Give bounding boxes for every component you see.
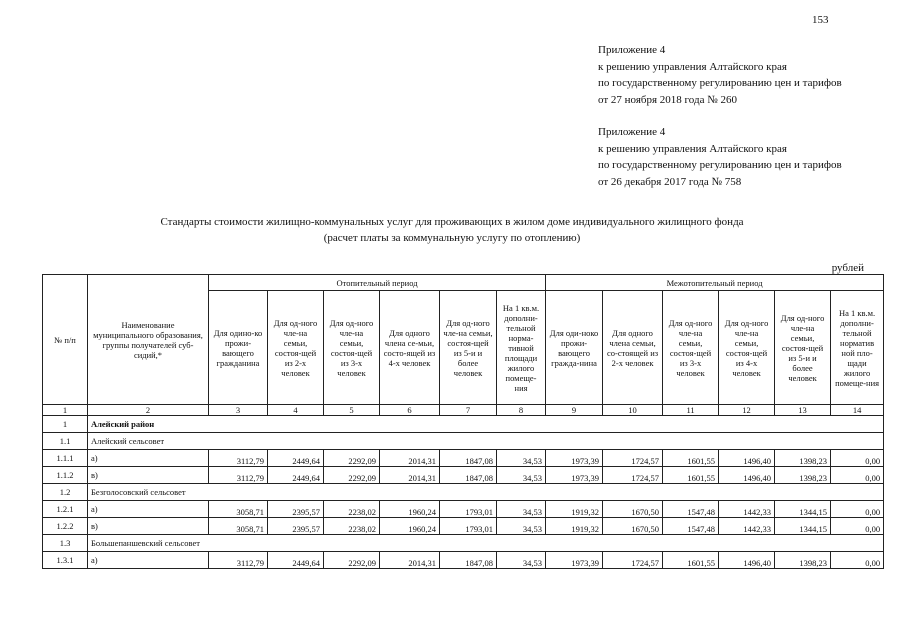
table-row bbox=[43, 518, 884, 535]
header-heating-column: На 1 кв.м. дополни-тельной норма-тивной площади жилого помеще-ния bbox=[497, 291, 546, 405]
column-number: 6 bbox=[380, 405, 440, 416]
column-number: 9 bbox=[546, 405, 603, 416]
header-interheating-column: Для оди-ноко прожи-вающего гражда-нина bbox=[546, 291, 603, 405]
subsidy-group: а) bbox=[88, 552, 209, 569]
table-cell-value: 2014,31 bbox=[380, 552, 440, 569]
appendix-line: по государственному регулированию цен и тарифов bbox=[598, 159, 842, 171]
table-row bbox=[43, 467, 884, 484]
row-code: 1.1.2 bbox=[43, 467, 88, 484]
table-cell-value: 1601,55 bbox=[663, 450, 719, 467]
appendix-line: к решению управления Алтайского края bbox=[598, 142, 787, 155]
table-row bbox=[43, 450, 884, 467]
table-cell-value: 1344,15 bbox=[775, 518, 831, 535]
header-heating-period: Отопительный период bbox=[209, 275, 546, 291]
table-cell-value: 0,00 bbox=[831, 552, 884, 569]
row-code: 1.3.1 bbox=[43, 552, 88, 569]
header-interheating-column: Для од-ного чле-на семьи, состоя-щей из 4-х человек bbox=[719, 291, 775, 405]
table-cell-value: 1724,57 bbox=[603, 552, 663, 569]
row-code: 1.3 bbox=[43, 535, 88, 552]
column-number: 1 bbox=[43, 405, 88, 416]
row-code: 1.1 bbox=[43, 433, 88, 450]
page-number: 153 bbox=[812, 14, 829, 26]
table-cell-value: 3112,79 bbox=[209, 450, 268, 467]
header-heating-column: Для од-ного чле-на семьи, состоя-щей из 3-х человек bbox=[324, 291, 380, 405]
appendix-date: от 26 декабря 2017 года № 758 bbox=[598, 175, 742, 188]
table-cell-value: 1547,48 bbox=[663, 518, 719, 535]
document-title: Стандарты стоимости жилищно-коммунальных услуг для проживающих в жилом доме индивидуального жилищного фонда bbox=[160, 216, 744, 228]
column-number: 14 bbox=[831, 405, 884, 416]
section-name: Алейский район bbox=[88, 416, 884, 433]
header-heating-column: Для одного члена се-мьи, состо-ящей из 4-х человек bbox=[380, 291, 440, 405]
row-code: 1.1.1 bbox=[43, 450, 88, 467]
table-cell-value: 2292,09 bbox=[324, 467, 380, 484]
subsidy-group: а) bbox=[88, 501, 209, 518]
table-cell-value: 1973,39 bbox=[546, 467, 603, 484]
column-number: 12 bbox=[719, 405, 775, 416]
table-cell-value: 3058,71 bbox=[209, 501, 268, 518]
table-cell-value: 1847,08 bbox=[440, 552, 497, 569]
appendix-date: от 27 ноября 2018 года № 260 bbox=[598, 93, 737, 106]
table-cell-value: 1973,39 bbox=[546, 450, 603, 467]
table-cell-value: 3112,79 bbox=[209, 552, 268, 569]
document-subtitle: (расчет платы за коммунальную услугу по отоплению) bbox=[323, 232, 581, 244]
header-heating-column: Для од-ного чле-на семьи, состоя-щей из 2-х человек bbox=[268, 291, 324, 405]
column-number: 4 bbox=[268, 405, 324, 416]
row-code: 1 bbox=[43, 416, 88, 433]
table-cell-value: 1344,15 bbox=[775, 501, 831, 518]
table-cell-value: 0,00 bbox=[831, 450, 884, 467]
table-cell-value: 34,53 bbox=[497, 501, 546, 518]
column-number: 5 bbox=[324, 405, 380, 416]
table-cell-value: 34,53 bbox=[497, 552, 546, 569]
table-cell-value: 1496,40 bbox=[719, 552, 775, 569]
table-cell-value: 0,00 bbox=[831, 501, 884, 518]
table-cell-value: 1919,32 bbox=[546, 501, 603, 518]
column-number: 7 bbox=[440, 405, 497, 416]
row-code: 1.2.1 bbox=[43, 501, 88, 518]
appendix-block-previous bbox=[598, 124, 842, 190]
table-cell-value: 2395,57 bbox=[268, 518, 324, 535]
header-interheating-column: Для од-ного чле-на семьи, состоя-щей из 3-х человек bbox=[663, 291, 719, 405]
table-row bbox=[43, 501, 884, 518]
table-cell-value: 1960,24 bbox=[380, 518, 440, 535]
table-cell-value: 1398,23 bbox=[775, 552, 831, 569]
section-name: Большепаншевский сельсовет bbox=[88, 535, 884, 552]
table-cell-value: 1601,55 bbox=[663, 552, 719, 569]
table-cell-value: 1919,32 bbox=[546, 518, 603, 535]
table-cell-value: 0,00 bbox=[831, 518, 884, 535]
table-cell-value: 2292,09 bbox=[324, 552, 380, 569]
table-cell-value: 1398,23 bbox=[775, 450, 831, 467]
section-row bbox=[43, 416, 884, 433]
table-cell-value: 1724,57 bbox=[603, 450, 663, 467]
table-cell-value: 1670,50 bbox=[603, 501, 663, 518]
section-row bbox=[43, 535, 884, 552]
header-heating-column: Для од-ного чле-на семьи, состоя-щей из 5-и и более человек bbox=[440, 291, 497, 405]
table-cell-value: 1847,08 bbox=[440, 467, 497, 484]
subsidy-group: в) bbox=[88, 518, 209, 535]
appendix-line: к решению управления Алтайского края bbox=[598, 60, 787, 73]
column-number: 13 bbox=[775, 405, 831, 416]
row-code: 1.2 bbox=[43, 484, 88, 501]
table-cell-value: 2449,64 bbox=[268, 450, 324, 467]
table-cell-value: 3112,79 bbox=[209, 467, 268, 484]
table-cell-value: 1601,55 bbox=[663, 467, 719, 484]
table-cell-value: 2014,31 bbox=[380, 467, 440, 484]
table-cell-value: 34,53 bbox=[497, 450, 546, 467]
appendix-block-current bbox=[598, 42, 842, 108]
subsidy-group: в) bbox=[88, 467, 209, 484]
table-cell-value: 1793,01 bbox=[440, 501, 497, 518]
table-cell-value: 2449,64 bbox=[268, 467, 324, 484]
table-cell-value: 2395,57 bbox=[268, 501, 324, 518]
header-interheating-column: Для одного члена семьи, со-стоящей из 2-х человек bbox=[603, 291, 663, 405]
header-row-number: № п/п bbox=[43, 275, 88, 405]
table-cell-value: 1442,33 bbox=[719, 501, 775, 518]
header-interheating-period: Межотопительный период bbox=[546, 275, 884, 291]
column-number: 3 bbox=[209, 405, 268, 416]
table-cell-value: 3058,71 bbox=[209, 518, 268, 535]
column-number: 2 bbox=[88, 405, 209, 416]
appendix-line: по государственному регулированию цен и тарифов bbox=[598, 77, 842, 89]
currency-units: рублей bbox=[831, 262, 864, 274]
section-row bbox=[43, 484, 884, 501]
table-cell-value: 1960,24 bbox=[380, 501, 440, 518]
tariff-table bbox=[42, 274, 884, 569]
table-cell-value: 1670,50 bbox=[603, 518, 663, 535]
table-cell-value: 2238,02 bbox=[324, 518, 380, 535]
table-cell-value: 2292,09 bbox=[324, 450, 380, 467]
table-cell-value: 1442,33 bbox=[719, 518, 775, 535]
row-code: 1.2.2 bbox=[43, 518, 88, 535]
table-cell-value: 34,53 bbox=[497, 518, 546, 535]
table-cell-value: 2449,64 bbox=[268, 552, 324, 569]
column-number: 11 bbox=[663, 405, 719, 416]
table-cell-value: 1496,40 bbox=[719, 467, 775, 484]
table-cell-value: 1847,08 bbox=[440, 450, 497, 467]
table-cell-value: 1724,57 bbox=[603, 467, 663, 484]
subsidy-group: а) bbox=[88, 450, 209, 467]
appendix-heading: Приложение 4 bbox=[598, 126, 666, 138]
table-cell-value: 1793,01 bbox=[440, 518, 497, 535]
header-interheating-column: На 1 кв.м. дополни-тельной норматив ной пло-щади жилого помеще-ния bbox=[831, 291, 884, 405]
header-interheating-column: Для од-ного чле-на семьи, состоя-щей из 5-и и более человек bbox=[775, 291, 831, 405]
table-cell-value: 1496,40 bbox=[719, 450, 775, 467]
header-heating-column: Для одино-ко прожи-вающего гражданина bbox=[209, 291, 268, 405]
table-cell-value: 1398,23 bbox=[775, 467, 831, 484]
header-municipality: Наименование муниципального образования, группы получателей суб-сидий,* bbox=[88, 275, 209, 405]
table-cell-value: 2014,31 bbox=[380, 450, 440, 467]
table-row bbox=[43, 552, 884, 569]
column-number: 10 bbox=[603, 405, 663, 416]
table-cell-value: 1547,48 bbox=[663, 501, 719, 518]
table-cell-value: 1973,39 bbox=[546, 552, 603, 569]
section-row bbox=[43, 433, 884, 450]
table-cell-value: 34,53 bbox=[497, 467, 546, 484]
section-name: Безголосовский сельсовет bbox=[88, 484, 884, 501]
appendix-heading: Приложение 4 bbox=[598, 44, 666, 56]
section-name: Алейский сельсовет bbox=[88, 433, 884, 450]
table-cell-value: 2238,02 bbox=[324, 501, 380, 518]
table-cell-value: 0,00 bbox=[831, 467, 884, 484]
column-number: 8 bbox=[497, 405, 546, 416]
